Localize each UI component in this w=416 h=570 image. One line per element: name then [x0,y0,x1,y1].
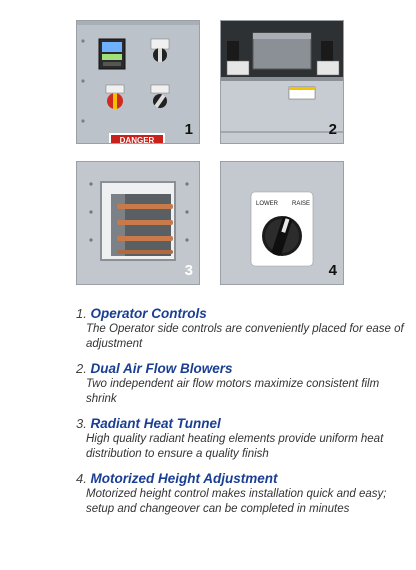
heat-tunnel-illustration [77,162,200,285]
photo-number: 4 [328,262,337,279]
feature-list [76,305,406,525]
radiant-heat-tunnel-photo [76,161,200,285]
feature-item [76,360,406,407]
feature-description: High quality radiant heating elements provide uniform heat distribution to ensure a quality finish [86,433,384,460]
photo-number: 3 [184,262,193,279]
operator-controls-photo [76,20,200,144]
danger-label: DANGER [119,136,155,144]
feature-description: Motorized height control makes installation quick and easy; setup and changeover can be completed in minutes [86,488,387,515]
feature-title: Motorized Height Adjustment [90,471,278,486]
operator-controls-illustration [77,21,200,144]
photo-number: 2 [328,121,337,138]
feature-number: 4. [76,471,87,486]
photo-number: 1 [184,121,193,138]
height-switch-illustration [221,162,344,285]
height-adjustment-photo [220,161,344,285]
feature-item [76,415,406,462]
feature-heading [76,360,406,377]
feature-title: Radiant Heat Tunnel [90,416,221,431]
feature-number: 3. [76,416,87,431]
feature-heading [76,415,406,432]
raise-label: RAISE [291,201,311,207]
lower-label: LOWER [255,201,279,207]
feature-title: Operator Controls [90,306,207,321]
feature-number: 2. [76,361,87,376]
feature-heading [76,305,406,322]
feature-number: 1. [76,306,87,321]
feature-item [76,305,406,352]
feature-heading [76,470,406,487]
air-flow-blowers-photo [220,20,344,144]
feature-description: Two independent air flow motors maximize consistent film shrink [86,378,380,405]
feature-title: Dual Air Flow Blowers [90,361,233,376]
feature-item [76,470,406,517]
feature-description: The Operator side controls are conveniently placed for ease of adjustment [86,323,404,350]
blowers-illustration [221,21,344,144]
